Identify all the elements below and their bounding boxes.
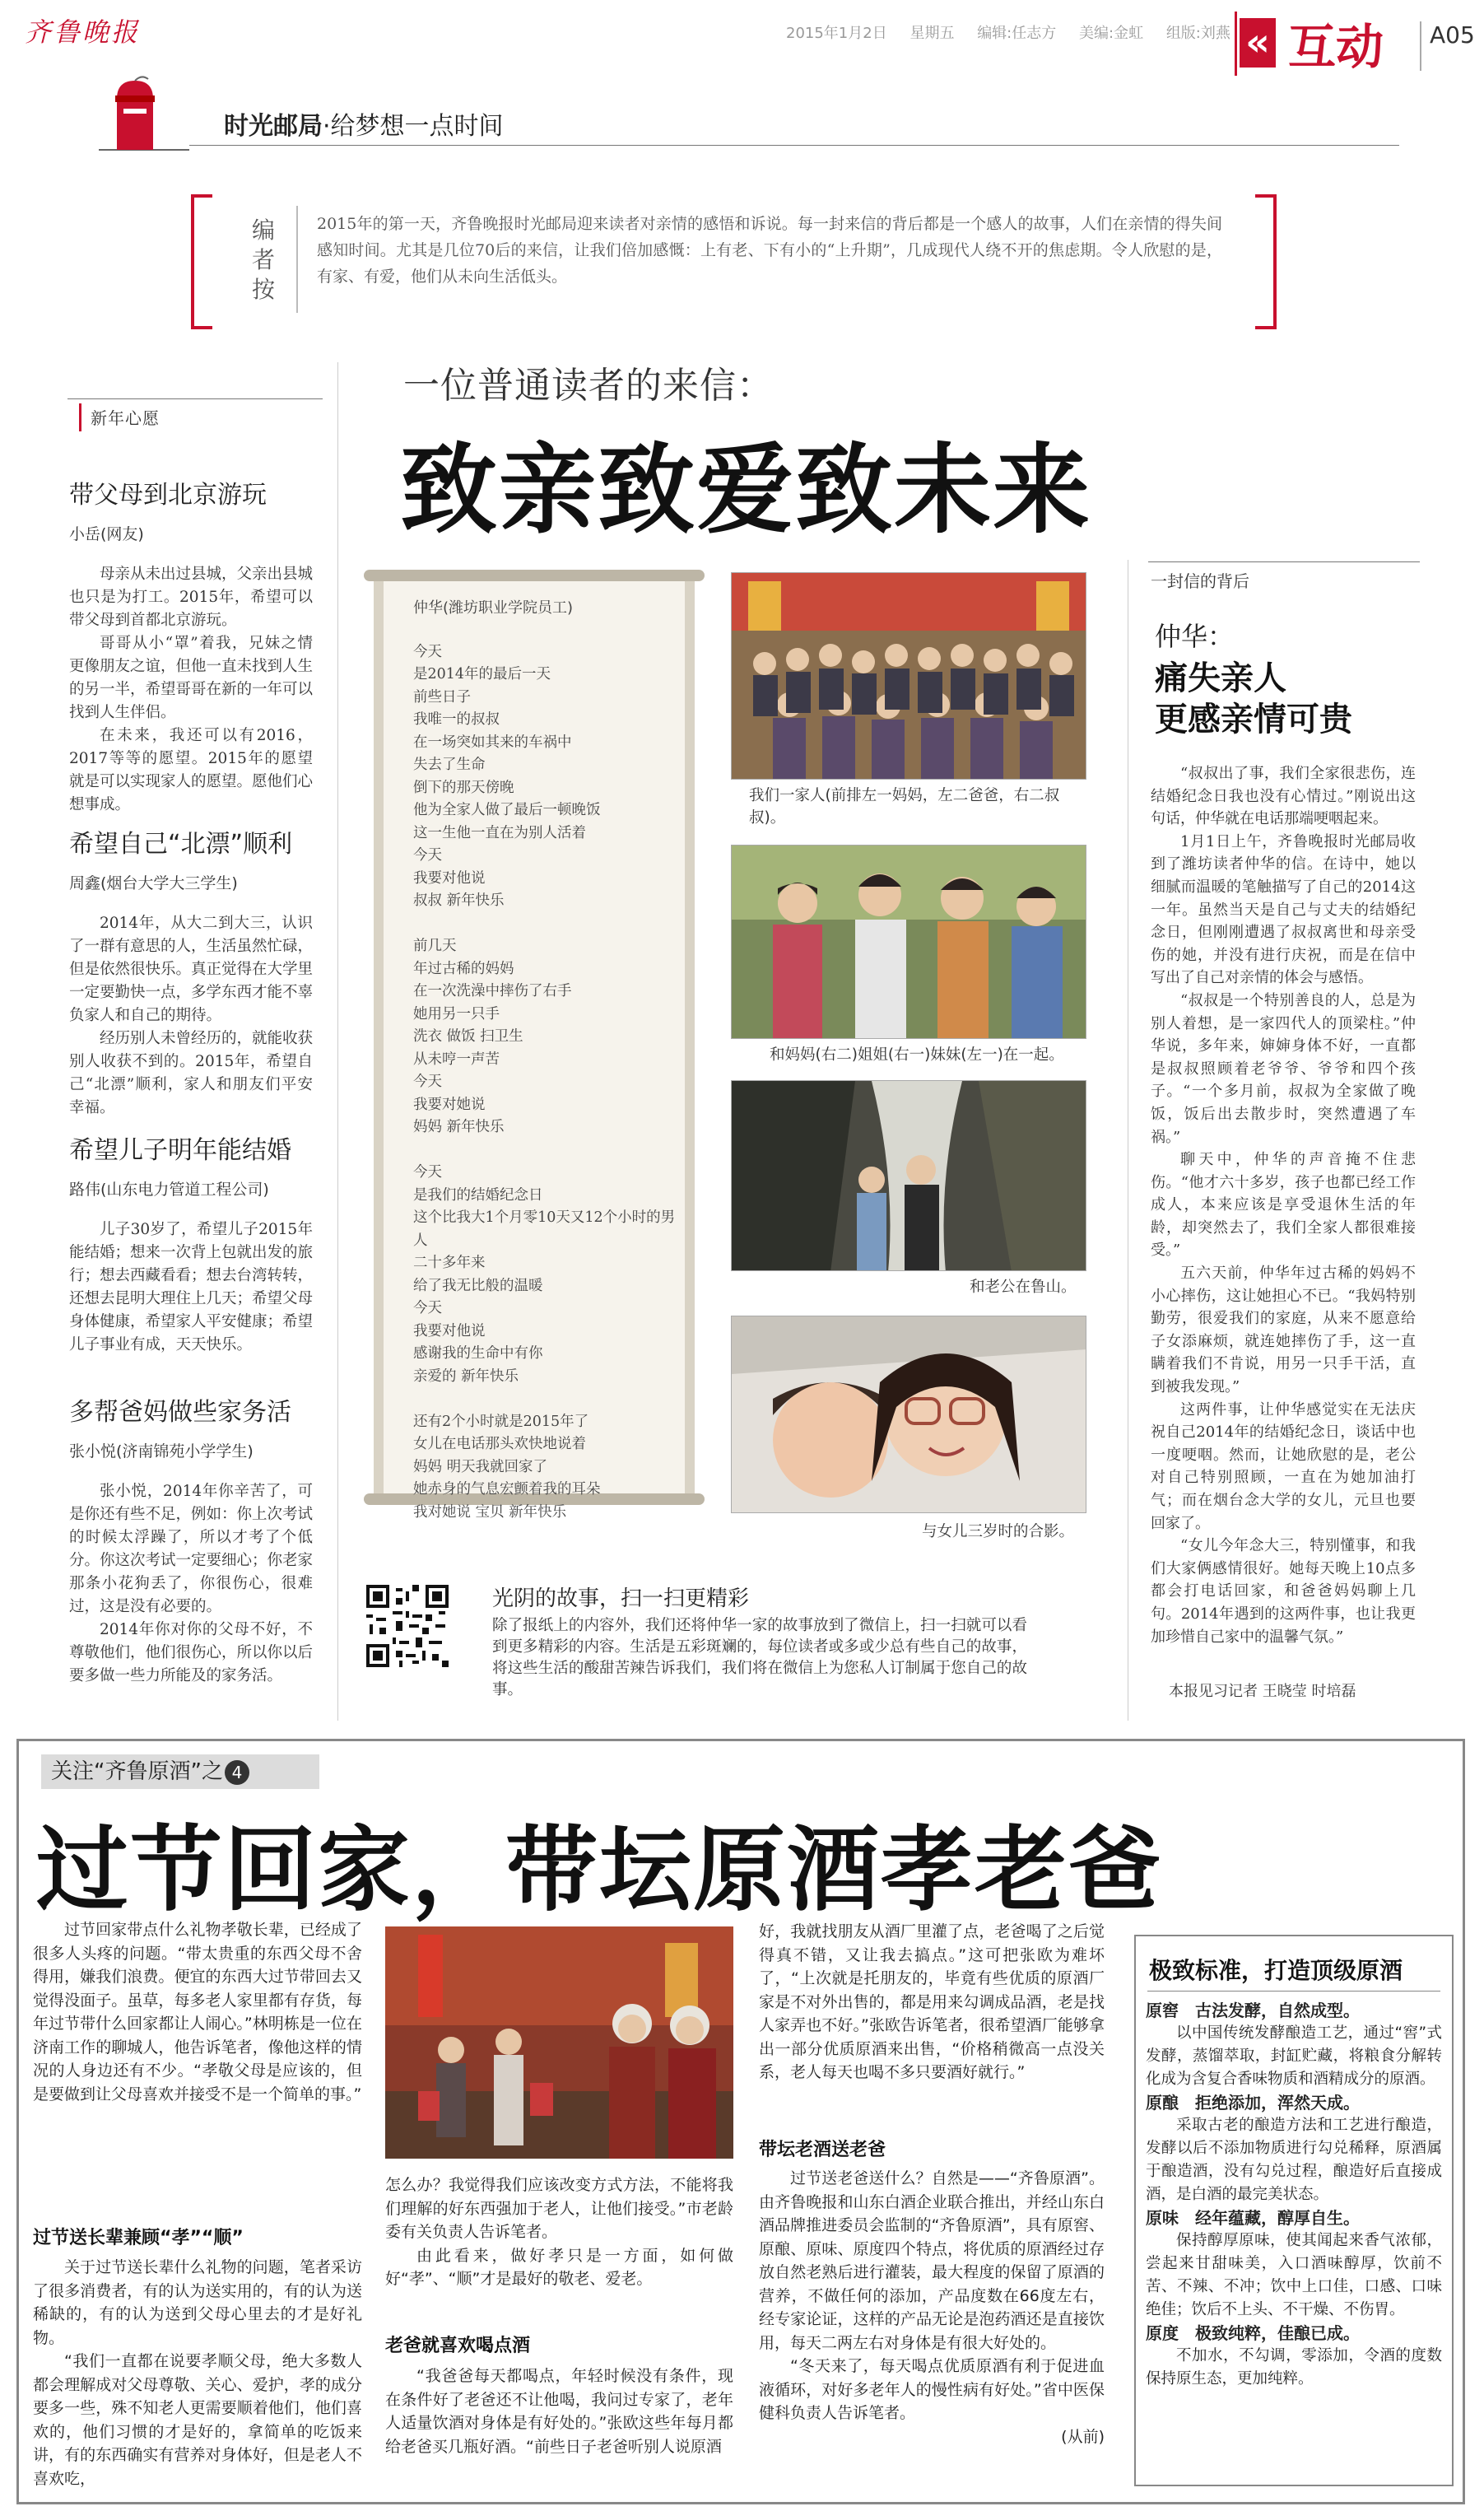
standard-item-heading: [1146, 2206, 1442, 2229]
left-item-title: 希望自己“北漂”顺利: [69, 830, 293, 859]
left-item-title: 希望儿子明年能结婚: [69, 1136, 291, 1165]
paragraph: 在未来，我还可以有2016，2017等等的愿望。2015年的愿望就是可以实现家人的愿望。愿他们心想事成。: [69, 727, 314, 813]
left-item-body: [69, 1480, 313, 1688]
ad-column-3b: [759, 2167, 1105, 2448]
headline-kicker: 一位普通读者的来信：: [403, 365, 774, 407]
photo-caption: 我们一家人(前排左一妈妈，左二爸爸，右二叔叔)。: [749, 787, 1060, 827]
paragraph: 采取古老的酿造方法和工艺进行酿造，发酵以后不添加物质进行勾兑稀释，原酒属于酿造酒，没有勾兑过程，酿造好后直接成酒，是白酒的最完美状态。: [1146, 2117, 1442, 2203]
paragraph: “叔叔是一个特别善良的人，总是为别人着想，是一家四代人的顶梁柱。”仲华说，多年来，婶婶身体不好，一直都是叔叔照顾着老爷爷、爷爷和四个孩子。“一个多月前，叔叔为全家做了晚饭，饭后出去散步时，突然遭遇了车祸。”: [1151, 991, 1416, 1146]
paragraph: 过节回家带点什么礼物孝敬长辈，已经成了很多人头疼的问题。“带太贵重的东西父母不舍得用，嫌我们浪费。便宜的东西大过节带回去又觉得没面子。虽草，每多老人家里都有存货，每年过节带什么回家都让人闹心。”林明栋是一位在济南工作的聊城人，他告诉笔者，像他这样的情况的人身边还有不少。“孝敬父母是应该的，但是要做到让父母喜欢并接受不是一个简单的事。”: [33, 1921, 362, 2103]
column-divider: [337, 362, 338, 1721]
issue-weekday: 星期五: [909, 25, 955, 42]
bracket-right: [1255, 194, 1277, 329]
paragraph: 1月1日上午，齐鲁晚报时光邮局收到了潍坊读者仲华的信。在诗中，她以细腻而温暖的笔触描写了自己的2014这一年。虽然当天是自己与丈夫的结婚纪念日，但刚刚遭遇了叔叔离世和母亲受伤的她，并没有进行庆祝，而是在信中写出了自己对亲情的体会与感悟。: [1151, 832, 1416, 987]
divider: [1148, 561, 1420, 562]
right-column-title: 痛失亲人: [1155, 659, 1286, 697]
paragraph: 聊天中，仲华的声音掩不住悲伤。“他才六十多岁，孩子也都已经工作成人，本来应该是享受退休生活的年龄，却突然去了，我们全家人都很难接受。”: [1151, 1151, 1416, 1260]
paragraph: 不加水，不勾调，零添加，令酒的度数保持原生态，更加纯粹。: [1146, 2347, 1442, 2388]
photo-caption: 和妈妈(右二)姐姐(右一)妹妹(左一)在一起。: [770, 1046, 1064, 1064]
standard-box-body: [1146, 1999, 1442, 2391]
divider: [1147, 1991, 1440, 1992]
left-item-byline: 周鑫(烟台大学大三学生): [69, 874, 238, 892]
paragraph: 保持醇厚原味，使其闻起来香气浓郁，尝起来甘甜味美，入口酒味醇厚，饮前不苦、不辣、不冲；饮中上口佳，口感、口味绝佳；饮后不上头、不干燥、不伤胃。: [1146, 2232, 1442, 2318]
paragraph: 经历别人未曾经历的，就能收获别人收获不到的。2015年，希望自己“北漂”顺利，家人和朋友们平安幸福。: [69, 1030, 314, 1116]
paragraph: 张小悦，2014年你辛苦了，可是你还有些不足，例如：你上次考试的时候太浮躁了，所以才考了个低分。你这次考试一定要细心；你老家那条小花狗丢了，你很伤心，很难过，这是没有必要的。: [69, 1483, 314, 1615]
paragraph: 怎么办？我觉得我们应该改变方式方法，不能将我们理解的好东西强加于老人，让他们接受。”市老龄委有关负责人告诉笔者。: [385, 2176, 733, 2241]
paragraph: 以中国传统发酵酿造工艺，通过“窖”式发酵，蒸馏萃取，封缸贮藏，将粮食分解转化成为含复合香味物质和酒精成分的原酒。: [1146, 2024, 1442, 2088]
letter-scroll: [374, 576, 695, 1521]
right-column-kicker: 一封信的背后: [1151, 571, 1249, 591]
paragraph: 五六天前，仲华年过古稀的妈妈不小心摔伤，这让她担心不已。“我妈特别勤劳，很爱我们的家庭，从来不愿意给子女添麻烦，就连她摔伤了手，这一直瞒着我们不肯说，用另一只手干活，直到被我发现。”: [1151, 1265, 1416, 1396]
ad-column-1b: [33, 2256, 362, 2490]
column-title: [224, 105, 504, 142]
editor-note-text: 2015年的第一天，齐鲁晚报时光邮局迎来读者对亲情的感悟和诉说。每一封来信的背后都是一个感人的故事，人们在亲情的得失间感知时间。尤其是几位70后的来信，让我们倍加感慨：上有老、下有小的“上升期”，几成现代人绕不开的焦虑期。令人欣慰的是，有家、有爱，他们从未向生活低头。: [317, 215, 1222, 286]
divider: [189, 145, 1399, 146]
newspaper-logo: 齐鲁晚报: [25, 16, 141, 48]
right-column-name: 仲华：: [1155, 621, 1235, 652]
editor-note-label: 编者按: [251, 217, 275, 303]
paragraph: “叔叔出了事，我们全家很悲伤，连结婚纪念日我也没有心情过。”刚说出这句话，仲华就在电话那端哽咽起来。: [1151, 765, 1416, 828]
kicker-marker: [79, 403, 81, 431]
standard-box-title: 极致标准，打造顶级原酒: [1149, 1957, 1403, 1984]
paragraph: “我爸爸每天都喝点，年轻时候没有条件，现在条件好了老爸还不让他喝，我问过专家了，老年人适量饮酒对身体是有好处的。”张欧这些年每月都给老爸买几瓶好酒。“前些日子老爸听别人说原酒: [385, 2367, 733, 2456]
section-title: 互动: [1288, 19, 1384, 75]
paragraph: 2014年，从大二到大三，认识了一群有意思的人，生活虽然忙碌，但是依然很快乐。真正觉得在大学里一定要勤快一点，多学东西才能不辜负家人和自己的期待。: [69, 915, 314, 1024]
left-item-byline: 路伟(山东电力管道工程公司): [69, 1181, 269, 1199]
left-item-byline: 小岳(网友): [69, 525, 144, 543]
left-item-body: [69, 563, 313, 817]
byline: (从前): [1061, 2427, 1105, 2446]
page-number: A05: [1420, 21, 1475, 71]
standard-tag: 古法发酵，自然成型。: [1195, 2001, 1360, 2020]
photo-caption: 与女儿三岁时的合影。: [922, 1523, 1075, 1540]
standard-key: 原窖: [1146, 2001, 1179, 2020]
husband-photo: [731, 1080, 1086, 1271]
family-gift-photo: [385, 1926, 733, 2159]
standard-tag: 拒绝添加，浑然天成。: [1195, 2093, 1360, 2113]
paragraph: 好，我就找朋友从酒厂里灌了点，老爸喝了之后觉得真不错，又让我去搞点。”这可把张欧为难坏了，“上次就是托朋友的，毕竟有些优质的原酒厂家是不对外出售的，都是用来勾调成品酒，老是找人家弄也不好。”张欧告诉笔者，很希望酒厂能够拿出一部分优质原酒来出售，“价格稍微高一点没关系，老人每天也喝不多只要酒好就行。”: [759, 1922, 1105, 2081]
bracket-left: [191, 194, 212, 329]
ad-subheading: 过节送长辈兼顾“孝”“顺”: [33, 2228, 244, 2248]
paragraph: 过节送老爸送什么？自然是——“齐鲁原酒”。由齐鲁晚报和山东白酒企业联合推出，并经山东白酒品牌推进委员会监制的“齐鲁原酒”，具有原窖、原酿、原味、原度四个特点，将优质的原酒经过存放自然老熟后进行灌装，最大程度的保留了原酒的营养，不做任何的添加，产品度数在66度左右，经专家论证，这样的产品无论是泡药酒还是直接饮用，每天二两左右对身体是有很大好处的。: [759, 2169, 1105, 2352]
scroll-rod-top: [364, 570, 705, 581]
ad-topic-label: [41, 1754, 319, 1789]
standard-tag: 极致纯粹，佳酿已成。: [1195, 2323, 1360, 2343]
ad-topic-number: 4: [225, 1760, 249, 1785]
ad-column-1: [33, 1918, 362, 2106]
right-column-subtitle: 更感亲情可贵: [1155, 701, 1352, 738]
reporter-credit: 本报见习记者 王晓莹 时培磊: [1169, 1683, 1356, 1700]
paragraph: 关于过节送长辈什么礼物的问题，笔者采访了很多消费者，有的认为送实用的，有的认为送稀缺的，有的认为送到父母心里去的才是好礼物。: [33, 2258, 362, 2347]
paragraph: “冬天来了，每天喝点优质原酒有利于促进血液循环，对好多老年人的慢性病有好处。”省中医保健科负责人告诉笔者。: [759, 2357, 1105, 2422]
paragraph: 母亲从未出过县城，父亲出县城也只是为打工。2015年，希望可以带父母到首都北京游玩。: [69, 566, 314, 629]
qr-description: 除了报纸上的内容外，我们还将仲华一家的故事放到了微信上，扫一扫就可以看到更多精彩的内容。生活是五彩斑斓的，每位读者或多或少总有些自己的故事，将这些生活的酸甜苦辣告诉我们，我们将在微信上为您私人订制属于您自己的故事。: [492, 1617, 1027, 1698]
ad-headline: 过节回家，带坛原酒孝老爸: [36, 1817, 1162, 1924]
paragraph: “我们一直都在说要孝顺父母，绝大多数人都会理解成对父母尊敬、关心、爱护，孝的成分要多一些，殊不知老人更需要顺着他们，他们喜欢的，他们习惯的才是好的，拿简单的吃饭来讲，有的东西确实有营养对身体好，但是老人不喜欢吃，: [33, 2352, 362, 2488]
page-meta: [786, 21, 1249, 43]
chevron-left-icon: «: [1240, 18, 1276, 68]
paragraph: “女儿今年念大三，特别懂事，和我们大家俩感情很好。她每天晚上10点多都会打电话回家，和爸爸妈妈聊上几句。2014年遇到的这两件事，也让我更加珍惜自己家中的温馨气氛。”: [1151, 1537, 1416, 1646]
divider: [67, 398, 323, 399]
letter-body: [413, 597, 677, 1524]
ad-topic-text: 关注“齐鲁原酒”之: [51, 1759, 223, 1784]
left-item-title: 带父母到北京游玩: [69, 481, 267, 510]
ad-column-2b: [385, 2364, 733, 2458]
left-item-byline: 张小悦(济南锦苑小学学生): [69, 1442, 254, 1460]
main-headline: 致亲致爱致未来: [400, 433, 1092, 547]
standard-item-heading: [1146, 2091, 1442, 2114]
art-editor-credit: 美编:金虹: [1079, 25, 1144, 42]
divider: [296, 206, 298, 313]
ad-column-2: [385, 2173, 733, 2291]
left-item-title: 多帮爸妈做些家务活: [69, 1398, 291, 1427]
right-column-body: [1151, 762, 1416, 1648]
paragraph: 儿子30岁了，希望儿子2015年能结婚；想来一次背上包就出发的旅行；想去西藏看看；想去台湾转转，还想去昆明大理住上几天；希望父母身体健康，希望家人平安健康；希望儿子事业有成，天天快乐。: [69, 1221, 314, 1353]
left-item-body: [69, 912, 313, 1120]
left-item-body: [69, 1218, 313, 1357]
column-tagline: ·给梦想一点时间: [323, 112, 504, 141]
photo-caption: 和老公在鲁山。: [970, 1279, 1077, 1296]
layout-credit: 组版:刘燕: [1165, 25, 1230, 42]
letter-poem: 今天 是2014年的最后一天 前些日子 我唯一的叔叔 在一场突如其来的车祸中 失去了生命 倒下的那天傍晚 他为全家人做了最后一顿晚饭 这一生他一直在为别人活着 今天 我要对他说 叔叔 新年快乐 前几天 年过古稀的妈妈 在一次洗澡中摔伤了右手 她用另一只手 洗衣 做饭 扫卫生 从未哼一声苦 今天 我要对她说 妈妈 新年快乐 今天 是我们的结婚纪念日 这个比我大1个月零10天又12个小时的男人 二十多年来 给了我无比般的温暖 今天 我要对他说 感谢我的生命中有你 亲爱的 新年快乐 还有2个小时就是2015年了 女儿在电话那头欢快地说着 妈妈 明天我就回家了 她赤身的气息宏颤着我的耳朵 我对她说 宝贝 新年快乐: [413, 643, 676, 1521]
paragraph: 由此看来，做好孝只是一方面，如何做好“孝”、“顺”才是最好的敬老、爱老。: [385, 2246, 733, 2288]
standard-item-heading: [1146, 1999, 1442, 2022]
standard-tag: 经年蕴藏，醇厚自生。: [1195, 2208, 1360, 2228]
family-photo: [731, 572, 1086, 780]
ad-column-3: [759, 1920, 1105, 2085]
mother-sisters-photo: [731, 845, 1086, 1039]
standard-key: 原味: [1146, 2208, 1179, 2228]
qr-title: 光阴的故事，扫一扫更精彩: [492, 1586, 750, 1611]
column-name: 时光邮局: [224, 112, 323, 141]
standard-key: 原度: [1146, 2323, 1179, 2343]
mailbox-icon: [99, 74, 189, 165]
ad-subheading: 老爸就喜欢喝点酒: [385, 2336, 531, 2356]
paragraph: 哥哥从小“罩”着我，兄妹之情更像朋友之谊，但他一直未找到人生的另一半，希望哥哥在新的一年可以找到人生伴侣。: [69, 635, 314, 721]
letter-sender: 仲华(潍坊职业学院员工): [413, 599, 574, 617]
issue-date: 2015年1月2日: [786, 25, 887, 42]
standard-item-heading: [1146, 2322, 1442, 2345]
qr-code-icon[interactable]: [366, 1585, 449, 1667]
ad-subheading: 带坛老酒送老爸: [759, 2140, 886, 2160]
standard-key: 原酿: [1146, 2093, 1179, 2113]
daughter-photo: [731, 1316, 1086, 1513]
paragraph: 2014年你对你的父母不好，不尊敬他们，他们很伤心，所以你以后要多做一些力所能及的家务活。: [69, 1621, 314, 1684]
editor-credit: 编辑:任志方: [977, 25, 1057, 42]
paragraph: 这两件事，让仲华感觉实在无法庆祝自己2014年的结婚纪念日，谈话中也一度哽咽。然而，让她欣慰的是，老公对自己特别照顾，一直在为她加油打气；而在烟台念大学的女儿，元旦也要回家了。: [1151, 1400, 1416, 1532]
left-column-kicker: 新年心愿: [91, 408, 160, 428]
